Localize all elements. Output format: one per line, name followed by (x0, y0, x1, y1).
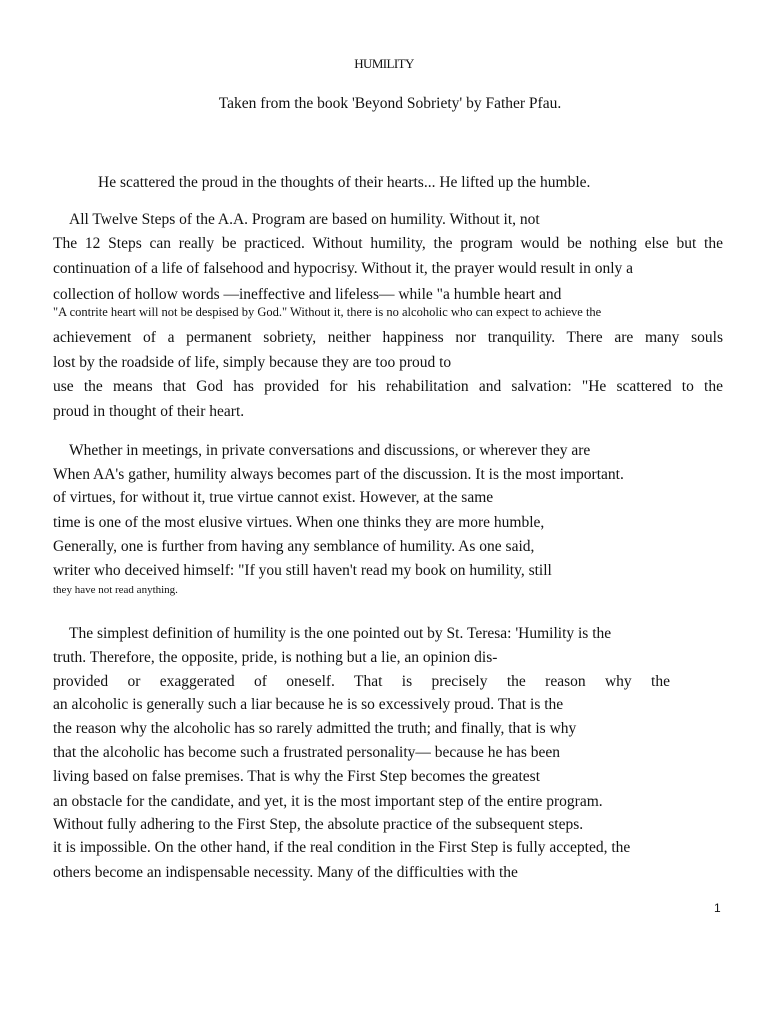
paragraph-1-line: "A contrite heart will not be despised by God." Without it, there is no alcoholic who can expect to achieve the (53, 305, 602, 319)
paragraph-1-line: lost by the roadside of life, simply because they are too proud to (53, 354, 452, 371)
document-subtitle: Taken from the book 'Beyond Sobriety' by Father Pfau. (218, 95, 562, 112)
paragraph-1-line: achievement of a permanent sobriety, neither happiness nor tranquility. There are many souls (53, 329, 723, 346)
paragraph-1-line: proud in thought of their heart. (53, 403, 245, 420)
paragraph-3-line: The simplest definition of humility is the one pointed out by St. Teresa: 'Humility is the (69, 625, 612, 642)
paragraph-3-line: truth. Therefore, the opposite, pride, is nothing but a lie, an opinion dis- (53, 649, 498, 666)
paragraph-2-line: When AA's gather, humility always becomes part of the discussion. It is the most important. (53, 466, 624, 483)
paragraph-3-line: the reason why the alcoholic has so rarely admitted the truth; and finally, that is why (53, 720, 577, 737)
paragraph-3-line: Without fully adhering to the First Step, the absolute practice of the subsequent steps. (53, 816, 584, 833)
paragraph-1-line: use the means that God has provided for his rehabilitation and salvation: "He scattered to the (53, 378, 723, 395)
paragraph-3-line: it is impossible. On the other hand, if the real condition in the First Step is fully accepted, the (53, 839, 631, 856)
paragraph-3-line: an alcoholic is generally such a liar because he is so excessively proud. That is the (53, 696, 564, 713)
paragraph-2-line: Generally, one is further from having any semblance of humility. As one said, (53, 538, 535, 555)
paragraph-3-line: others become an indispensable necessity. Many of the difficulties with the (53, 864, 518, 881)
paragraph-1-line: The 12 Steps can really be practiced. Without humility, the program would be nothing else but the (53, 235, 723, 252)
paragraph-2-line: of virtues, for without it, true virtue cannot exist. However, at the same (53, 489, 494, 506)
paragraph-2-line: they have not read anything. (53, 584, 178, 596)
paragraph-3-line: provided or exaggerated of oneself. That is precisely the reason why the (53, 673, 670, 690)
paragraph-2-line: writer who deceived himself: "If you still haven't read my book on humility, still (53, 562, 552, 579)
paragraph-1-line: collection of hollow words —ineffective and lifeless— while "a humble heart and (53, 286, 562, 303)
paragraph-2-line: time is one of the most elusive virtues. When one thinks they are more humble, (53, 514, 545, 531)
page-number: 1 (714, 901, 721, 915)
document-title: HUMILITY (354, 56, 414, 71)
epigraph-quote: He scattered the proud in the thoughts of their hearts... He lifted up the humble. (98, 174, 591, 191)
paragraph-2-line: Whether in meetings, in private conversations and discussions, or wherever they are (69, 442, 591, 459)
paragraph-1-line: continuation of a life of falsehood and hypocrisy. Without it, the prayer would result in only a (53, 260, 634, 277)
paragraph-1-line: All Twelve Steps of the A.A. Program are based on humility. Without it, not (69, 211, 540, 228)
paragraph-3-line: an obstacle for the candidate, and yet, it is the most important step of the entire program. (53, 793, 603, 810)
paragraph-3-line: living based on false premises. That is why the First Step becomes the greatest (53, 768, 541, 785)
paragraph-3-line: that the alcoholic has become such a frustrated personality— because he has been (53, 744, 560, 761)
